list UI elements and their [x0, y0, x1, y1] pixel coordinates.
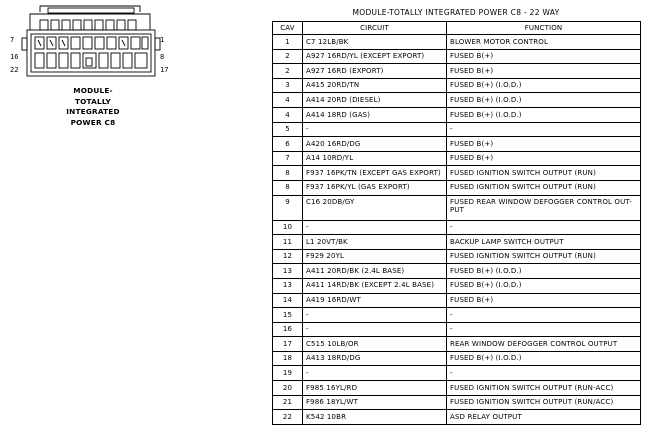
cell-cav: 2 [273, 49, 303, 64]
table-row [273, 49, 641, 64]
cell-function: - [447, 322, 641, 337]
cell-function: ASD RELAY OUTPUT [447, 410, 641, 425]
table-row [273, 410, 641, 425]
cell-cav: 22 [273, 410, 303, 425]
cell-circuit: F929 20YL [303, 249, 447, 264]
cell-cav: 19 [273, 366, 303, 381]
cell-function: FUSED IGNITION SWITCH OUTPUT (RUN) [447, 166, 641, 181]
cell-cav: 5 [273, 122, 303, 137]
cell-cav: 20 [273, 381, 303, 396]
table-row [273, 337, 641, 352]
connector-title-line: MODULE- [73, 86, 113, 95]
table-row [273, 64, 641, 79]
table-row [273, 220, 641, 235]
table-row [273, 381, 641, 396]
table-row [273, 264, 641, 279]
cell-function: FUSED B(+) [447, 64, 641, 79]
table-row [273, 308, 641, 323]
table-row [273, 351, 641, 366]
cell-cav: 4 [273, 93, 303, 108]
cell-cav: 10 [273, 220, 303, 235]
cell-function: REAR WINDOW DEFOGGER CONTROL OUTPUT [447, 337, 641, 352]
cell-circuit: - [303, 366, 447, 381]
connector-title-line: TOTALLY [74, 96, 112, 106]
cell-cav: 7 [273, 151, 303, 166]
cell-cav: 11 [273, 235, 303, 250]
cell-function: - [447, 366, 641, 381]
table-row [273, 122, 641, 137]
table-row [273, 137, 641, 152]
cell-circuit: C16 20DB/GY [303, 195, 447, 220]
pin-label-7: 7 [10, 36, 15, 44]
table-row [273, 107, 641, 122]
cell-circuit: - [303, 220, 447, 235]
cell-cav: 2 [273, 64, 303, 79]
cell-circuit: A420 16RD/DG [303, 137, 447, 152]
column-header-cav: CAV [273, 22, 303, 35]
cell-cav: 21 [273, 395, 303, 410]
cell-circuit: F986 18YL/WT [303, 395, 447, 410]
cell-function: BLOWER MOTOR CONTROL [447, 35, 641, 50]
table-row [273, 366, 641, 381]
cell-cav: 8 [273, 166, 303, 181]
cell-function: FUSED B(+) (I.O.D.) [447, 278, 641, 293]
cell-cav: 14 [273, 293, 303, 308]
cell-cav: 17 [273, 337, 303, 352]
table-row [273, 195, 641, 220]
table-row [273, 278, 641, 293]
cell-function: FUSED B(+) [447, 137, 641, 152]
cell-circuit: K542 10BR [303, 410, 447, 425]
table-header-row [273, 22, 641, 35]
cell-function: BACKUP LAMP SWITCH OUTPUT [447, 235, 641, 250]
table-row [273, 235, 641, 250]
table-body [273, 35, 641, 425]
cell-cav: 18 [273, 351, 303, 366]
cell-circuit: A414 20RD (DIESEL) [303, 93, 447, 108]
cell-circuit: A414 18RD (GAS) [303, 107, 447, 122]
cell-function: FUSED B(+) (I.O.D.) [447, 351, 641, 366]
table-row [273, 395, 641, 410]
cell-circuit: - [303, 322, 447, 337]
cell-cav: 13 [273, 278, 303, 293]
cell-circuit: A927 16RD (EXPORT) [303, 64, 447, 79]
cell-cav: 6 [273, 137, 303, 152]
cell-circuit: A419 16RD/WT [303, 293, 447, 308]
column-header-circuit: CIRCUIT [303, 22, 447, 35]
cell-circuit: - [303, 122, 447, 137]
cell-cav: 3 [273, 78, 303, 93]
cell-function: FUSED IGNITION SWITCH OUTPUT (RUN-ACC) [447, 381, 641, 396]
connector-title [50, 86, 136, 128]
cell-function: FUSED B(+) (I.O.D.) [447, 264, 641, 279]
cell-cav: 8 [273, 180, 303, 195]
pin-label-22: 22 [10, 66, 19, 74]
cell-function: FUSED IGNITION SWITCH OUTPUT (RUN) [447, 249, 641, 264]
cell-cav: 9 [273, 195, 303, 220]
cell-cav: 16 [273, 322, 303, 337]
connector-face-drawing [0, 0, 190, 90]
cell-cav: 1 [273, 35, 303, 50]
table-row [273, 35, 641, 50]
cell-function: FUSED B(+) (I.O.D.) [447, 78, 641, 93]
table-row [273, 249, 641, 264]
table-row [273, 78, 641, 93]
cell-cav: 15 [273, 308, 303, 323]
table-row [273, 180, 641, 195]
cell-circuit: C515 10LB/OR [303, 337, 447, 352]
cell-function: FUSED IGNITION SWITCH OUTPUT (RUN) [447, 180, 641, 195]
cell-circuit: F985 16YL/RD [303, 381, 447, 396]
cell-cav: 13 [273, 264, 303, 279]
cell-cav: 12 [273, 249, 303, 264]
column-header-function: FUNCTION [447, 22, 641, 35]
cell-circuit: A411 14RD/BK (EXCEPT 2.4L BASE) [303, 278, 447, 293]
cell-circuit: A14 10RD/YL [303, 151, 447, 166]
pin-label-1: 1 [160, 36, 165, 44]
cell-function: FUSED B(+) (I.O.D.) [447, 107, 641, 122]
cell-function: - [447, 308, 641, 323]
connector-diagram [0, 0, 190, 140]
cell-circuit: A927 16RD/YL (EXCEPT EXPORT) [303, 49, 447, 64]
table-title: MODULE-TOTALLY INTEGRATED POWER C8 - 22 WAY [352, 8, 560, 17]
pin-label-16: 16 [10, 53, 19, 61]
cell-circuit: A415 20RD/TN [303, 78, 447, 93]
cell-circuit: A413 18RD/DG [303, 351, 447, 366]
cell-cav: 4 [273, 107, 303, 122]
cell-circuit: - [303, 308, 447, 323]
cell-function: - [447, 122, 641, 137]
pinout-table [272, 21, 641, 425]
cell-function: FUSED B(+) [447, 49, 641, 64]
cell-function: FUSED B(+) [447, 151, 641, 166]
cell-circuit: L1 20VT/BK [303, 235, 447, 250]
cell-function: FUSED REAR WINDOW DEFOGGER CONTROL OUT-PUT [447, 195, 641, 220]
cell-circuit: F937 16PK/YL (GAS EXPORT) [303, 180, 447, 195]
table-row [273, 93, 641, 108]
cell-function: FUSED IGNITION SWITCH OUTPUT (RUN/ACC) [447, 395, 641, 410]
cell-circuit: F937 16PK/TN (EXCEPT GAS EXPORT) [303, 166, 447, 181]
table-row [273, 322, 641, 337]
cell-circuit: A411 20RD/BK (2.4L BASE) [303, 264, 447, 279]
cell-function: - [447, 220, 641, 235]
table-row [273, 166, 641, 181]
pin-label-17: 17 [160, 66, 169, 74]
cell-function: FUSED B(+) [447, 293, 641, 308]
connector-title-line: INTEGRATED [66, 107, 120, 116]
table-row [273, 151, 641, 166]
table-row [273, 293, 641, 308]
cell-circuit: C7 12LB/BK [303, 35, 447, 50]
cell-function: FUSED B(+) (I.O.D.) [447, 93, 641, 108]
connector-title-line: POWER C8 [70, 117, 116, 127]
pin-label-8: 8 [160, 53, 165, 61]
